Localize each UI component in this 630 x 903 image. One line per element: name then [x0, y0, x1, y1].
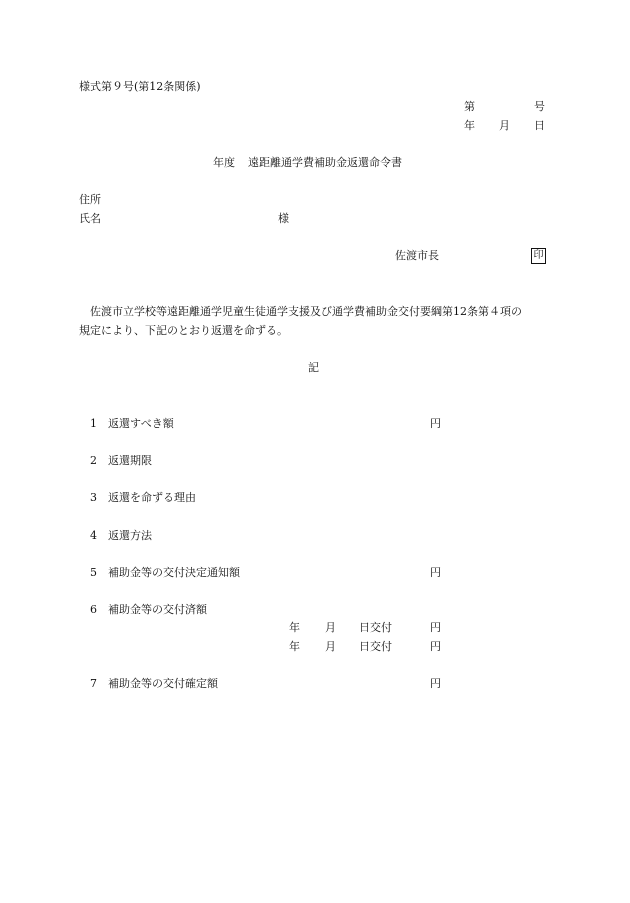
date-day: 日	[534, 119, 545, 132]
item-3-number: 3	[90, 491, 97, 504]
name-label: 氏名	[79, 212, 101, 225]
payment-1-unit: 円	[430, 621, 441, 634]
number-prefix: 第	[464, 100, 475, 113]
address-label: 住所	[79, 193, 101, 206]
form-label: 様式第９号(第12条関係)	[79, 80, 201, 93]
item-5-label: 補助金等の交付決定通知額	[108, 566, 240, 579]
document-title: 遠距離通学費補助金返還命令書	[248, 156, 402, 169]
item-6-number: 6	[90, 603, 97, 616]
item-4-number: 4	[90, 529, 97, 542]
item-1-number: 1	[90, 417, 97, 430]
seal-box	[531, 248, 546, 264]
body-line-2: 規定により、下記のとおり返還を命ずる。	[79, 324, 288, 337]
number-suffix: 号	[534, 100, 545, 113]
item-5-number: 5	[90, 566, 97, 579]
item-1-unit: 円	[430, 417, 441, 430]
body-line-1: 佐渡市立学校等遠距離通学児童生徒通学支援及び通学費補助金交付要綱第12条第４項の	[90, 305, 522, 318]
payment-1-year: 年	[289, 621, 300, 634]
title-year-label: 年度	[213, 156, 235, 169]
item-2-label: 返還期限	[108, 454, 152, 467]
item-2-number: 2	[90, 454, 97, 467]
issuer-label: 佐渡市長	[395, 249, 439, 262]
payment-2-year: 年	[289, 640, 300, 653]
payment-2-unit: 円	[430, 640, 441, 653]
item-4-label: 返還方法	[108, 529, 152, 542]
payment-1-month: 月	[325, 621, 336, 634]
payment-2-month: 月	[325, 640, 336, 653]
honorific: 様	[278, 212, 289, 225]
payment-1-day: 日交付	[359, 621, 392, 634]
item-5-unit: 円	[430, 566, 441, 579]
item-7-label: 補助金等の交付確定額	[108, 677, 218, 690]
item-3-label: 返還を命ずる理由	[108, 491, 196, 504]
date-month: 月	[499, 119, 510, 132]
item-7-unit: 円	[430, 677, 441, 690]
item-1-label: 返還すべき額	[108, 417, 174, 430]
item-6-label: 補助金等の交付済額	[108, 603, 207, 616]
payment-2-day: 日交付	[359, 640, 392, 653]
date-year: 年	[464, 119, 475, 132]
seal-char: 印	[533, 250, 544, 261]
item-7-number: 7	[90, 677, 97, 690]
note-label: 記	[308, 361, 319, 374]
